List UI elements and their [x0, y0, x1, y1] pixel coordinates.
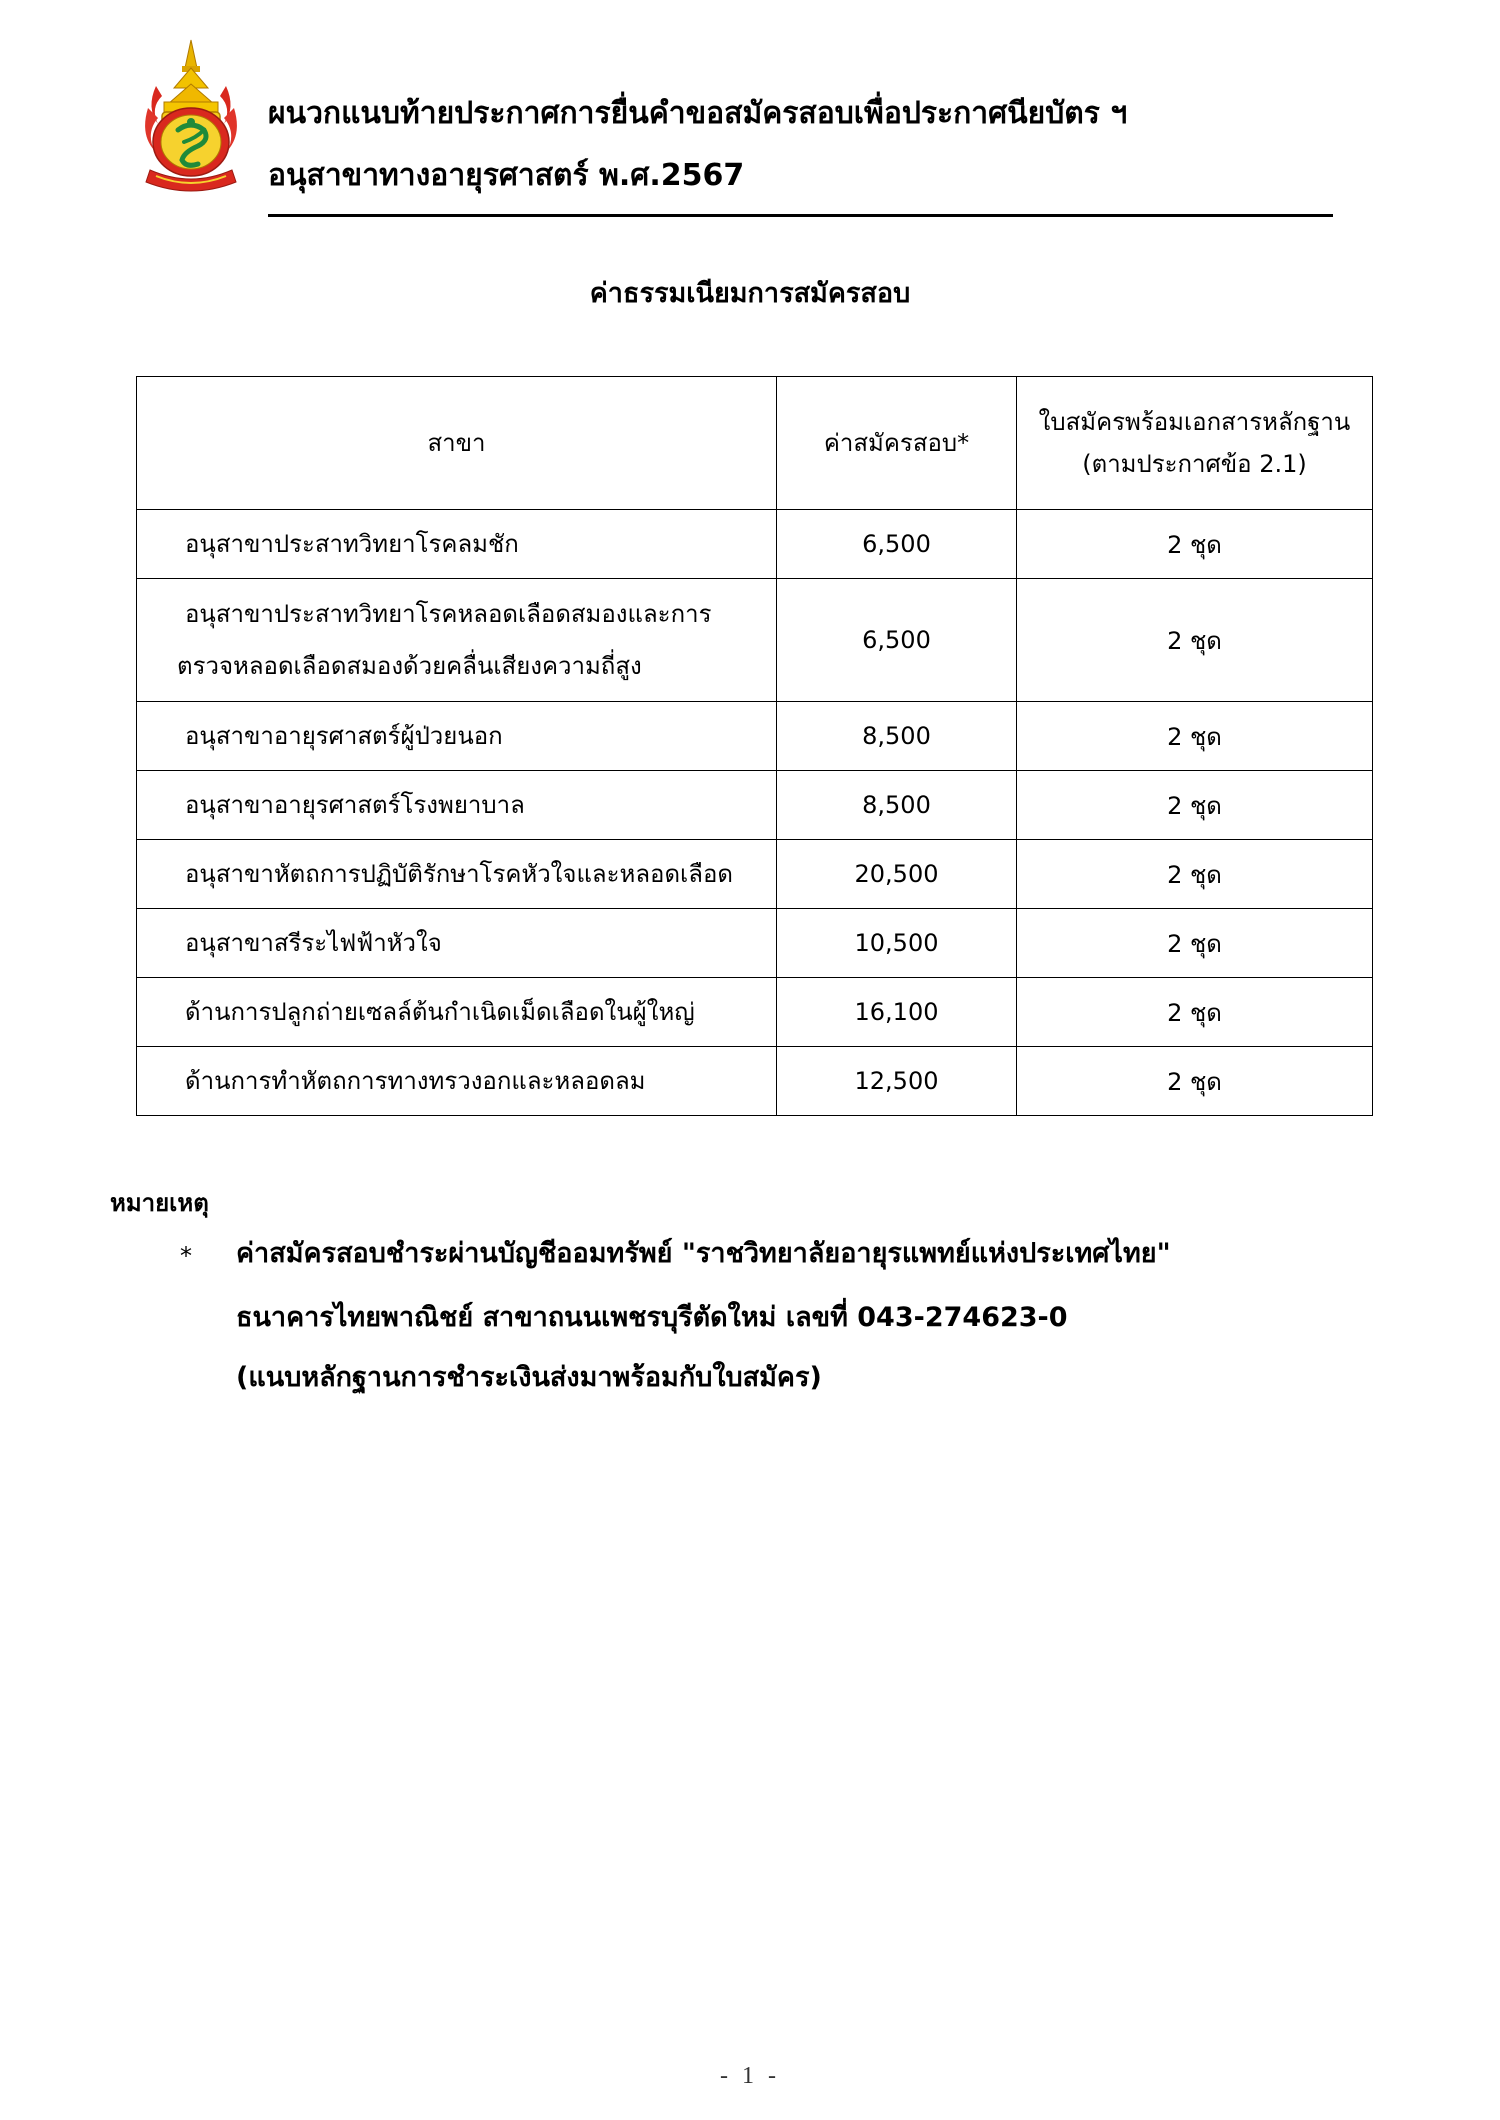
fee-table-header-row	[137, 377, 1373, 510]
fee-cell: 6,500	[777, 579, 1017, 702]
branch-cell: อนุสาขาสรีระไฟฟ้าหัวใจ	[137, 909, 777, 978]
note-line-3: (แนบหลักฐานการชำระเงินส่งมาพร้อมกับใบสมัคร)	[236, 1362, 822, 1393]
documents-cell: 2 ชุด	[1017, 1047, 1373, 1116]
note-line-1: ค่าสมัครสอบชำระผ่านบัญชีออมทรัพย์ "ราชวิทยาลัยอายุรแพทย์แห่งประเทศไทย"	[236, 1238, 1171, 1269]
fee-table	[136, 376, 1373, 1116]
table-row	[137, 1047, 1373, 1116]
branch-cell: ด้านการทำหัตถการทางทรวงอกและหลอดลม	[137, 1047, 777, 1116]
table-row	[137, 978, 1373, 1047]
branch-cell: ด้านการปลูกถ่ายเซลล์ต้นกำเนิดเม็ดเลือดในผู้ใหญ่	[137, 978, 777, 1047]
table-row	[137, 771, 1373, 840]
table-row	[137, 702, 1373, 771]
fee-cell: 16,100	[777, 978, 1017, 1047]
table-row	[137, 909, 1373, 978]
table-row	[137, 510, 1373, 579]
branch-cell: อนุสาขาประสาทวิทยาโรคลมชัก	[137, 510, 777, 579]
college-emblem-icon	[138, 38, 244, 200]
page-number: - 1 -	[720, 2063, 780, 2089]
branch-cell: อนุสาขาอายุรศาสตร์โรงพยาบาล	[137, 771, 777, 840]
fee-cell: 10,500	[777, 909, 1017, 978]
column-header-documents: ใบสมัครพร้อมเอกสารหลักฐาน (ตามประกาศข้อ 2.1)	[1017, 377, 1373, 510]
fee-cell: 20,500	[777, 840, 1017, 909]
fee-cell: 12,500	[777, 1047, 1017, 1116]
document-header-line-2: อนุสาขาทางอายุรศาสตร์ พ.ศ.2567	[268, 158, 745, 193]
notes-label: หมายเหตุ	[110, 1189, 209, 1217]
column-header-branch: สาขา	[137, 377, 777, 510]
branch-cell: อนุสาขาหัตถการปฏิบัติรักษาโรคหัวใจและหลอดเลือด	[137, 840, 777, 909]
branch-cell-line-1: อนุสาขาประสาทวิทยาโรคหลอดเลือดสมองและการ	[185, 600, 712, 628]
document-header-line-1: ผนวกแนบท้ายประกาศการยื่นคำขอสมัครสอบเพื่อประกาศนียบัตร ฯ	[268, 96, 1128, 131]
documents-cell: 2 ชุด	[1017, 909, 1373, 978]
branch-cell-line-2: ตรวจหลอดเลือดสมองด้วยคลื่นเสียงความถี่สูง	[177, 652, 642, 680]
table-row	[137, 840, 1373, 909]
table-row	[137, 579, 1373, 702]
fee-cell: 6,500	[777, 510, 1017, 579]
note-line-2: ธนาคารไทยพาณิชย์ สาขาถนนเพชรบุรีตัดใหม่ เลขที่ 043-274623-0	[236, 1302, 1068, 1333]
documents-cell: 2 ชุด	[1017, 579, 1373, 702]
documents-cell: 2 ชุด	[1017, 510, 1373, 579]
branch-cell	[137, 579, 777, 702]
fee-cell: 8,500	[777, 702, 1017, 771]
documents-cell: 2 ชุด	[1017, 771, 1373, 840]
fee-cell: 8,500	[777, 771, 1017, 840]
documents-cell: 2 ชุด	[1017, 978, 1373, 1047]
column-header-fee: ค่าสมัครสอบ*	[777, 377, 1017, 510]
documents-cell: 2 ชุด	[1017, 702, 1373, 771]
header-divider	[268, 214, 1333, 217]
note-asterisk: *	[180, 1242, 192, 1270]
fee-table-title: ค่าธรรมเนียมการสมัครสอบ	[589, 278, 911, 309]
branch-cell: อนุสาขาอายุรศาสตร์ผู้ป่วยนอก	[137, 702, 777, 771]
documents-cell: 2 ชุด	[1017, 840, 1373, 909]
